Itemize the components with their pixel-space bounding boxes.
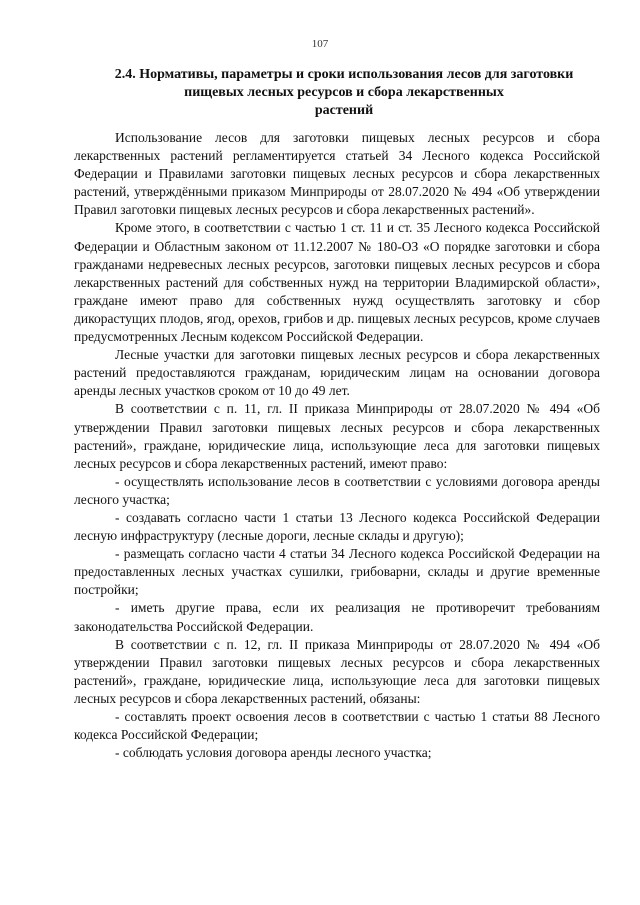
list-item: - размещать согласно части 4 статьи 34 Лесного кодекса Российской Федерации на предоставленных лесных участках сушилки, грибоварни, склады и другие временные постройки; xyxy=(74,546,600,598)
section-heading-line: пищевых лесных ресурсов и сбора лекарственных xyxy=(184,85,504,100)
section-heading-line: растений xyxy=(314,103,374,118)
page-number: 107 xyxy=(311,38,329,50)
list-item: - соблюдать условия договора аренды лесного участка; xyxy=(115,745,432,761)
paragraph: Лесные участки для заготовки пищевых лесных ресурсов и сбора лекарственных растений предоставляются гражданам, юридическим лицам на основании договора аренды лесных участков сроком от 10 до 49 лет. xyxy=(74,347,600,399)
section-heading-line: 2.4. Нормативы, параметры и сроки использования лесов для заготовки xyxy=(114,67,574,82)
document-body xyxy=(74,129,600,762)
list-item: - составлять проект освоения лесов в соответствии с частью 1 статьи 88 Лесного кодекса Российской Федерации; xyxy=(74,709,600,743)
list-item: - иметь другие права, если их реализация не противоречит требованиям законодательства Российской Федерации. xyxy=(74,600,600,634)
list-item: - создавать согласно части 1 статьи 13 Лесного кодекса Российской Федерации лесную инфраструктуру (лесные дороги, лесные склады и другую); xyxy=(74,509,600,544)
paragraph: Кроме этого, в соответствии с частью 1 ст. 11 и ст. 35 Лесного кодекса Российской Федерации и Областным законом от 11.12.2007 № 180-ОЗ «О порядке заготовки и сбора гражданами недревесных лесных ресурсов, заготовки пищевых лесных ресурсов и сбора лекарственных растений для собственных нужд на территории Владимирской области», граждане имеют право для собственных нужд осуществлять заготовку и сбор дикорастущих плодов, ягод, орехов, грибов и др. пищевых лесных ресурсов, кроме случаев предусмотренных Лесным кодексом Российской Федерации. xyxy=(74,220,600,345)
paragraph: В соответствии с п. 12, гл. II приказа Минприроды от 28.07.2020 № 494 «Об утверждении Правил заготовки пищевых лесных ресурсов и сбора лекарственных растений», граждане, юридические лица, использующие леса для заготовки пищевых лесных ресурсов и сбора лекарственных растений, обязаны: xyxy=(74,636,600,706)
paragraph: В соответствии с п. 11, гл. II приказа Минприроды от 28.07.2020 № 494 «Об утверждении Правил заготовки пищевых лесных ресурсов и сбора лекарственных растений», граждане, юридические лица, использующие леса для заготовки пищевых лесных ресурсов и сбора лекарственных растений, имеют право: xyxy=(74,401,600,471)
section-heading xyxy=(96,66,592,120)
paragraph: Использование лесов для заготовки пищевых лесных ресурсов и сбора лекарственных растений регламентируется статьей 34 Лесного кодекса Российской Федерации и Правилами заготовки пищевых лесных ресурсов и сбора лекарственных растений, утверждёнными приказом Минприроды от 28.07.2020 № 494 «Об утверждении Правил заготовки пищевых лесных ресурсов и сбора лекарственных растений». xyxy=(74,130,600,218)
list-item: - осуществлять использование лесов в соответствии с условиями договора аренды лесного участка; xyxy=(74,473,600,507)
